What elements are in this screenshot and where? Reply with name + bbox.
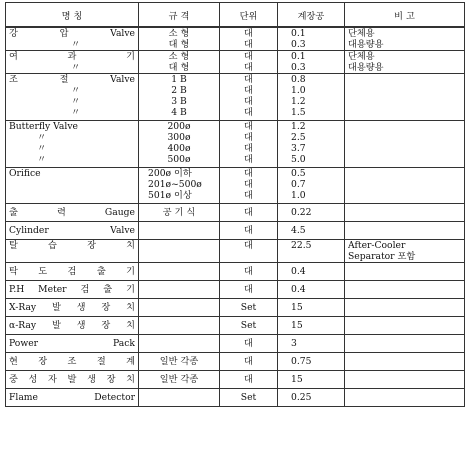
item-note — [345, 168, 465, 204]
item-note — [345, 389, 465, 407]
item-spec-line: 소 형 — [168, 51, 190, 62]
item-spec — [139, 204, 220, 222]
item-unit-line: 대 — [244, 190, 253, 201]
table-row — [6, 389, 465, 407]
item-name — [6, 299, 139, 317]
item-labor — [278, 168, 345, 204]
item-note-line: 단체용 — [348, 28, 375, 39]
item-labor-line: 3.7 — [291, 143, 306, 154]
item-spec — [139, 121, 220, 168]
item-unit-line: 대 — [244, 179, 253, 190]
item-name-line: 중 성 자 발 생 장 치 — [9, 374, 135, 385]
item-labor — [278, 299, 345, 317]
item-spec — [139, 263, 220, 281]
item-unit — [220, 51, 278, 74]
table-row — [6, 27, 465, 51]
item-name — [6, 27, 139, 51]
item-name — [6, 353, 139, 371]
item-name — [6, 263, 139, 281]
item-note — [345, 204, 465, 222]
table-row — [6, 222, 465, 240]
item-unit-line: 대 — [244, 225, 253, 236]
item-unit-line: 대 — [244, 39, 253, 50]
item-name — [6, 222, 139, 240]
item-spec-line: 일반 각종 — [159, 374, 199, 385]
item-unit — [220, 27, 278, 51]
item-name — [6, 168, 139, 204]
table-row — [6, 204, 465, 222]
item-spec-line: 공 기 식 — [162, 207, 196, 218]
item-spec-line: 소 형 — [168, 28, 190, 39]
item-name-line: 출 력 Gauge — [9, 207, 135, 218]
item-name-line: 〃 — [37, 143, 47, 154]
item-labor-line: 15 — [291, 374, 303, 385]
item-labor — [278, 240, 345, 263]
item-labor-line: 4.5 — [291, 225, 306, 236]
item-unit-line: 대 — [244, 143, 253, 154]
table-row — [6, 299, 465, 317]
item-spec-line: 501ø 이상 — [148, 190, 192, 201]
item-spec-line: 4 B — [171, 107, 187, 118]
item-name — [6, 74, 139, 121]
labor-rate-table — [5, 2, 465, 407]
item-note — [345, 51, 465, 74]
item-note — [345, 335, 465, 353]
item-unit-line: Set — [240, 392, 257, 403]
item-labor-line: 22.5 — [291, 240, 312, 251]
item-note-line: Separator 포함 — [348, 251, 416, 262]
item-name-line: 탈 습 장 치 — [9, 240, 135, 251]
item-unit — [220, 317, 278, 335]
item-spec-line: 201ø~500ø — [148, 179, 202, 190]
item-labor-line: 2.5 — [291, 132, 306, 143]
item-unit — [220, 335, 278, 353]
item-unit-line: 대 — [244, 338, 253, 349]
header-row — [6, 3, 465, 28]
item-name-line: 〃 — [71, 107, 81, 118]
item-labor-line: 0.4 — [291, 284, 306, 295]
item-spec-line: 200ø — [167, 121, 191, 132]
table-row — [6, 240, 465, 263]
item-note-line: After-Cooler — [348, 240, 406, 251]
item-labor — [278, 204, 345, 222]
item-labor — [278, 353, 345, 371]
item-name — [6, 389, 139, 407]
item-spec-line: 300ø — [167, 132, 191, 143]
item-unit-line: 대 — [244, 85, 253, 96]
item-labor-line: 0.3 — [291, 62, 306, 73]
item-spec — [139, 240, 220, 263]
table-row — [6, 335, 465, 353]
item-note — [345, 299, 465, 317]
item-spec — [139, 299, 220, 317]
item-name-line: 〃 — [71, 85, 81, 96]
item-name-line: 〃 — [37, 132, 47, 143]
item-unit-line: 대 — [244, 62, 253, 73]
item-name-line: P.H Meter 검 출 기 — [9, 284, 135, 295]
item-unit-line: 대 — [244, 96, 253, 107]
item-unit — [220, 299, 278, 317]
item-unit — [220, 121, 278, 168]
item-note — [345, 263, 465, 281]
item-name-line: 현 장 조 절 계 — [9, 356, 135, 367]
item-unit-line: 대 — [244, 356, 253, 367]
item-unit — [220, 263, 278, 281]
item-spec-line: 1 B — [171, 74, 187, 85]
item-labor-line: 0.1 — [291, 28, 306, 39]
item-spec — [139, 335, 220, 353]
item-name — [6, 317, 139, 335]
item-spec-line: 500ø — [167, 154, 191, 165]
item-spec — [139, 353, 220, 371]
item-name-line: Cylinder Valve — [9, 225, 135, 236]
table-row — [6, 371, 465, 389]
item-labor-line: 0.75 — [291, 356, 312, 367]
item-spec-line: 400ø — [167, 143, 191, 154]
item-spec-line: 3 B — [171, 96, 187, 107]
item-name — [6, 121, 139, 168]
item-note — [345, 281, 465, 299]
item-unit-line: 대 — [244, 132, 253, 143]
item-labor-line: 0.7 — [291, 179, 306, 190]
item-unit-line: Set — [240, 320, 257, 331]
item-unit-line: 대 — [244, 207, 253, 218]
item-unit-line: 대 — [244, 28, 253, 39]
item-labor-line: 3 — [291, 338, 297, 349]
table-row — [6, 51, 465, 74]
item-spec-line: 일반 각종 — [159, 356, 199, 367]
header-spec: 규 격 — [139, 3, 220, 28]
item-name-line: Orifice — [9, 168, 41, 179]
header-unit: 단위 — [220, 3, 278, 28]
item-labor-line: 15 — [291, 320, 303, 331]
item-unit — [220, 204, 278, 222]
item-name — [6, 240, 139, 263]
item-labor — [278, 281, 345, 299]
item-unit-line: 대 — [244, 107, 253, 118]
item-labor-line: 1.0 — [291, 85, 306, 96]
item-name-line: 조 절 Valve — [9, 74, 135, 85]
item-spec — [139, 27, 220, 51]
item-labor-line: 0.8 — [291, 74, 306, 85]
item-note — [345, 353, 465, 371]
item-spec — [139, 317, 220, 335]
item-spec — [139, 168, 220, 204]
item-name-line: X-Ray 발 생 장 치 — [9, 302, 135, 313]
item-name-line: α-Ray 발 생 장 치 — [9, 320, 135, 331]
item-unit — [220, 389, 278, 407]
item-spec — [139, 281, 220, 299]
item-unit — [220, 74, 278, 121]
item-name-line: Flame Detector — [9, 392, 135, 403]
table-row — [6, 263, 465, 281]
item-unit-line: 대 — [244, 284, 253, 295]
item-note — [345, 222, 465, 240]
item-unit-line: 대 — [244, 168, 253, 179]
item-name-line: 탁 도 검 출 기 — [9, 266, 135, 277]
item-unit-line: 대 — [244, 121, 253, 132]
item-note — [345, 371, 465, 389]
table-row — [6, 281, 465, 299]
item-note-line: 단체용 — [348, 51, 375, 62]
item-note — [345, 240, 465, 263]
item-spec — [139, 74, 220, 121]
item-name-line: 〃 — [71, 96, 81, 107]
item-labor-line: 1.0 — [291, 190, 306, 201]
item-unit-line: 대 — [244, 240, 253, 251]
item-unit-line: 대 — [244, 266, 253, 277]
item-unit-line: 대 — [244, 374, 253, 385]
item-note-line: 대용량용 — [348, 62, 384, 73]
table-row — [6, 121, 465, 168]
item-labor-line: 0.1 — [291, 51, 306, 62]
item-name-line: Butterfly Valve — [9, 121, 78, 132]
item-labor-line: 1.2 — [291, 96, 306, 107]
item-labor — [278, 371, 345, 389]
item-labor-line: 15 — [291, 302, 303, 313]
item-spec-line: 200ø 이하 — [148, 168, 192, 179]
table-row — [6, 168, 465, 204]
item-labor-line: 1.2 — [291, 121, 306, 132]
item-name-line: 〃 — [71, 39, 81, 50]
item-labor-line: 0.22 — [291, 207, 312, 218]
item-labor-line: 0.5 — [291, 168, 306, 179]
item-unit — [220, 240, 278, 263]
item-spec-line: 대 형 — [168, 39, 190, 50]
item-unit — [220, 281, 278, 299]
item-spec — [139, 389, 220, 407]
item-unit-line: 대 — [244, 51, 253, 62]
item-unit-line: Set — [240, 302, 257, 313]
table-row — [6, 74, 465, 121]
item-spec — [139, 371, 220, 389]
header-labor: 계장공 — [278, 3, 345, 28]
header-name: 명 칭 — [6, 3, 139, 28]
item-note — [345, 317, 465, 335]
item-unit — [220, 222, 278, 240]
item-labor-line: 5.0 — [291, 154, 306, 165]
table-row — [6, 353, 465, 371]
item-labor — [278, 74, 345, 121]
item-labor — [278, 222, 345, 240]
item-spec — [139, 222, 220, 240]
item-note-line: 대용량용 — [348, 39, 384, 50]
item-labor — [278, 335, 345, 353]
item-labor — [278, 389, 345, 407]
item-name — [6, 281, 139, 299]
item-labor — [278, 263, 345, 281]
item-labor-line: 0.4 — [291, 266, 306, 277]
header-note: 비 고 — [345, 3, 465, 28]
item-name — [6, 371, 139, 389]
item-unit — [220, 371, 278, 389]
item-name — [6, 204, 139, 222]
item-note — [345, 74, 465, 121]
item-name-line: 여 과 기 — [9, 51, 135, 62]
item-spec-line: 대 형 — [168, 62, 190, 73]
item-spec-line: 2 B — [171, 85, 187, 96]
item-unit — [220, 353, 278, 371]
item-labor — [278, 121, 345, 168]
item-labor — [278, 27, 345, 51]
item-name-line: Power Pack — [9, 338, 135, 349]
table-row — [6, 317, 465, 335]
item-note — [345, 121, 465, 168]
item-note — [345, 27, 465, 51]
item-name-line: 〃 — [71, 62, 81, 73]
item-name — [6, 335, 139, 353]
item-spec — [139, 51, 220, 74]
item-name-line: 강 압 Valve — [9, 28, 135, 39]
item-labor — [278, 51, 345, 74]
item-name-line: 〃 — [37, 154, 47, 165]
item-labor-line: 1.5 — [291, 107, 306, 118]
item-unit-line: 대 — [244, 74, 253, 85]
item-unit-line: 대 — [244, 154, 253, 165]
item-unit — [220, 168, 278, 204]
item-labor-line: 0.25 — [291, 392, 312, 403]
item-name — [6, 51, 139, 74]
item-labor — [278, 317, 345, 335]
item-labor-line: 0.3 — [291, 39, 306, 50]
